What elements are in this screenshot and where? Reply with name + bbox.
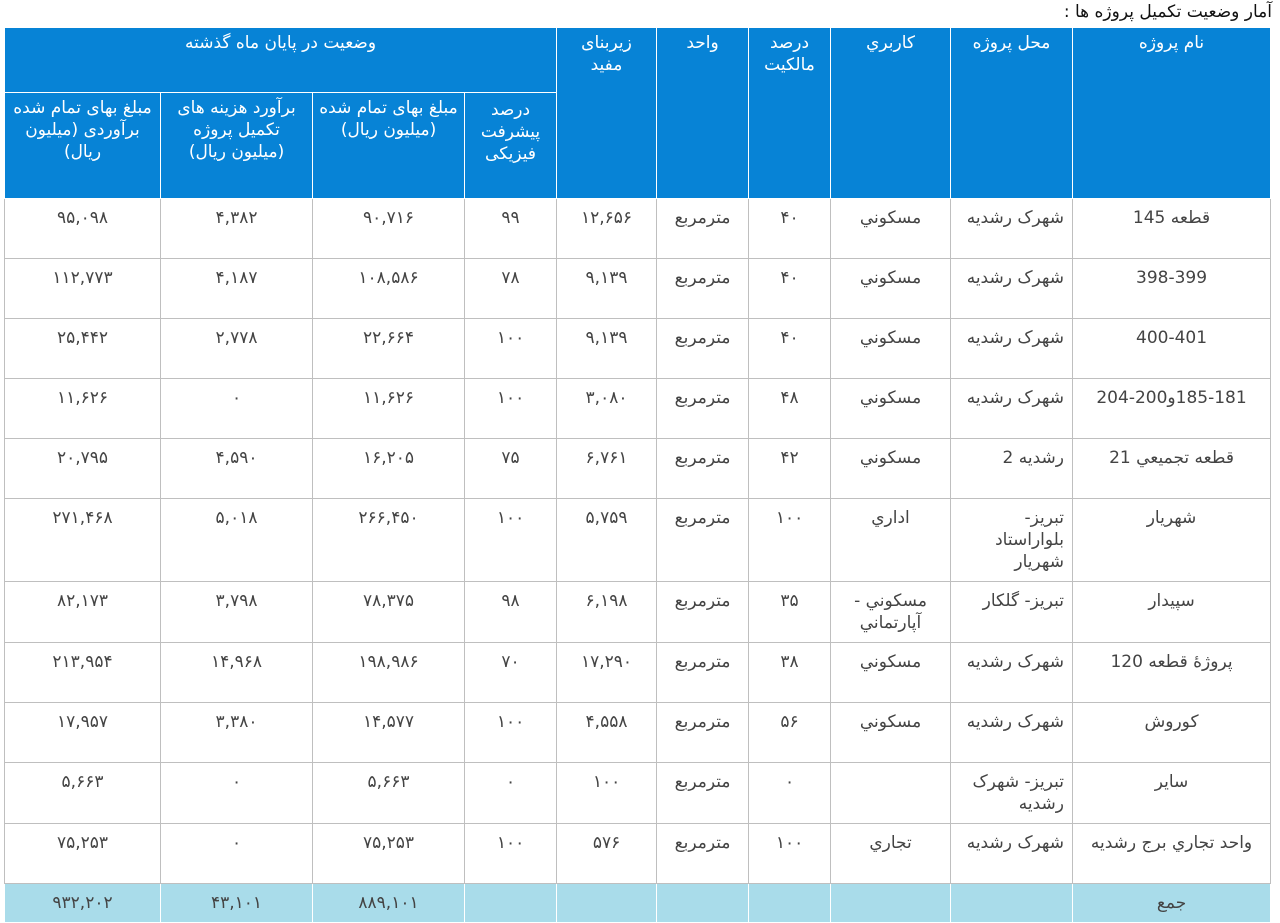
cell-project-name: 400-401: [1073, 319, 1271, 379]
total-empty-area: [557, 884, 657, 923]
table-row: [5, 499, 1271, 582]
cell-usage: [831, 763, 951, 824]
cell-physical-progress: ۰: [465, 763, 557, 824]
cell-useful-area: ۱۷,۲۹۰: [557, 643, 657, 703]
table-row: [5, 199, 1271, 259]
cell-completion-estimate: ۰: [161, 824, 313, 884]
cell-unit: مترمربع: [657, 703, 749, 763]
cell-project-name: قطعه 145: [1073, 199, 1271, 259]
cell-completion-estimate: ۳,۷۹۸: [161, 582, 313, 643]
total-empty-unit: [657, 884, 749, 923]
cell-completed-cost: ۷۵,۲۵۳: [313, 824, 465, 884]
cell-usage: مسكوني: [831, 379, 951, 439]
cell-estimated-cost: ۱۱۲,۷۷۳: [5, 259, 161, 319]
cell-completed-cost: ۹۰,۷۱۶: [313, 199, 465, 259]
cell-useful-area: ۱۲,۶۵۶: [557, 199, 657, 259]
cell-completed-cost: ۵,۶۶۳: [313, 763, 465, 824]
cell-project-location: تبريز- گلكار: [951, 582, 1073, 643]
cell-project-name: ساير: [1073, 763, 1271, 824]
total-empty-usage: [831, 884, 951, 923]
table-row: [5, 824, 1271, 884]
cell-project-location: شهرک رشدیه: [951, 643, 1073, 703]
cell-unit: مترمربع: [657, 499, 749, 582]
cell-project-name: 398-399: [1073, 259, 1271, 319]
header-completion-estimate: برآورد هزینه های تکمیل پروژه (میلیون ریال): [161, 93, 313, 199]
total-completion-estimate: ۴۳,۱۰۱: [161, 884, 313, 923]
header-project-location: محل پروژه: [951, 28, 1073, 199]
total-row: [5, 884, 1271, 923]
header-usage: كاربري: [831, 28, 951, 199]
cell-usage: مسكوني: [831, 439, 951, 499]
cell-usage: مسكوني: [831, 259, 951, 319]
cell-unit: مترمربع: [657, 199, 749, 259]
cell-estimated-cost: ۱۷,۹۵۷: [5, 703, 161, 763]
cell-completed-cost: ۱۱,۶۲۶: [313, 379, 465, 439]
cell-physical-progress: ۱۰۰: [465, 703, 557, 763]
cell-project-location: شهرک رشدیه: [951, 319, 1073, 379]
cell-physical-progress: ۹۸: [465, 582, 557, 643]
header-ownership-percent: درصد مالکیت: [749, 28, 831, 199]
cell-completion-estimate: ۰: [161, 763, 313, 824]
cell-project-location: شهرک رشدیه: [951, 259, 1073, 319]
cell-project-name: كوروش: [1073, 703, 1271, 763]
cell-completion-estimate: ۲,۷۷۸: [161, 319, 313, 379]
cell-ownership-percent: ۱۰۰: [749, 499, 831, 582]
table-body: [5, 199, 1271, 923]
cell-physical-progress: ۷۰: [465, 643, 557, 703]
header-completed-cost: مبلغ بهای تمام شده (میلیون ریال): [313, 93, 465, 199]
table-row: [5, 379, 1271, 439]
header-status-group: وضعیت در پایان ماه گذشته: [5, 28, 557, 93]
cell-estimated-cost: ۲۱۳,۹۵۴: [5, 643, 161, 703]
cell-ownership-percent: ۳۸: [749, 643, 831, 703]
header-project-name: نام پروژه: [1073, 28, 1271, 199]
cell-usage: تجاري: [831, 824, 951, 884]
cell-project-location: شهرک رشدیه: [951, 824, 1073, 884]
cell-unit: مترمربع: [657, 763, 749, 824]
cell-physical-progress: ۹۹: [465, 199, 557, 259]
cell-ownership-percent: ۰: [749, 763, 831, 824]
cell-physical-progress: ۱۰۰: [465, 824, 557, 884]
cell-unit: مترمربع: [657, 379, 749, 439]
cell-project-name: شهريار: [1073, 499, 1271, 582]
cell-completed-cost: ۱۰۸,۵۸۶: [313, 259, 465, 319]
cell-estimated-cost: ۲۷۱,۴۶۸: [5, 499, 161, 582]
cell-estimated-cost: ۲۵,۴۴۲: [5, 319, 161, 379]
cell-estimated-cost: ۲۰,۷۹۵: [5, 439, 161, 499]
cell-completion-estimate: ۰: [161, 379, 313, 439]
cell-ownership-percent: ۵۶: [749, 703, 831, 763]
table-row: [5, 582, 1271, 643]
cell-useful-area: ۵۷۶: [557, 824, 657, 884]
table-caption: آمار وضعیت تکمیل پروژه ها :: [1063, 2, 1272, 22]
total-completed-cost: ۸۸۹,۱۰۱: [313, 884, 465, 923]
cell-unit: مترمربع: [657, 439, 749, 499]
cell-completed-cost: ۱۹۸,۹۸۶: [313, 643, 465, 703]
cell-project-location: تبريز- بلواراستاد شهريار: [951, 499, 1073, 582]
cell-completed-cost: ۲۲,۶۶۴: [313, 319, 465, 379]
cell-ownership-percent: ۴۰: [749, 199, 831, 259]
cell-completed-cost: ۷۸,۳۷۵: [313, 582, 465, 643]
cell-project-location: شهرک رشدیه: [951, 703, 1073, 763]
cell-useful-area: ۱۰۰: [557, 763, 657, 824]
table-row: [5, 703, 1271, 763]
table-row: [5, 643, 1271, 703]
cell-completed-cost: ۱۶,۲۰۵: [313, 439, 465, 499]
cell-project-location: شهرک رشدیه: [951, 379, 1073, 439]
cell-usage: مسكوني: [831, 643, 951, 703]
cell-completion-estimate: ۱۴,۹۶۸: [161, 643, 313, 703]
cell-ownership-percent: ۴۰: [749, 319, 831, 379]
cell-project-location: شهرک رشدیه: [951, 199, 1073, 259]
cell-usage: مسكوني: [831, 703, 951, 763]
cell-useful-area: ۴,۵۵۸: [557, 703, 657, 763]
cell-useful-area: ۳,۰۸۰: [557, 379, 657, 439]
cell-project-location: رشدیه 2: [951, 439, 1073, 499]
cell-completion-estimate: ۴,۳۸۲: [161, 199, 313, 259]
total-estimated-cost: ۹۳۲,۲۰۲: [5, 884, 161, 923]
header-physical-progress: درصد پیشرفت فیزیکی: [465, 93, 557, 199]
cell-useful-area: ۶,۷۶۱: [557, 439, 657, 499]
cell-physical-progress: ۷۸: [465, 259, 557, 319]
cell-estimated-cost: ۹۵,۰۹۸: [5, 199, 161, 259]
cell-project-name: قطعه تجمیعي 21: [1073, 439, 1271, 499]
cell-usage: اداري: [831, 499, 951, 582]
cell-project-name: سپيدار: [1073, 582, 1271, 643]
cell-completion-estimate: ۵,۰۱۸: [161, 499, 313, 582]
cell-physical-progress: ۱۰۰: [465, 319, 557, 379]
cell-physical-progress: ۱۰۰: [465, 379, 557, 439]
total-empty-progress: [465, 884, 557, 923]
cell-unit: مترمربع: [657, 259, 749, 319]
cell-unit: مترمربع: [657, 824, 749, 884]
cell-ownership-percent: ۱۰۰: [749, 824, 831, 884]
cell-completion-estimate: ۴,۵۹۰: [161, 439, 313, 499]
table-row: [5, 259, 1271, 319]
cell-unit: مترمربع: [657, 582, 749, 643]
cell-project-name: 185-181و200-204: [1073, 379, 1271, 439]
cell-completion-estimate: ۳,۳۸۰: [161, 703, 313, 763]
cell-useful-area: ۶,۱۹۸: [557, 582, 657, 643]
total-empty-ownership: [749, 884, 831, 923]
cell-ownership-percent: ۴۲: [749, 439, 831, 499]
cell-useful-area: ۵,۷۵۹: [557, 499, 657, 582]
cell-project-name: پروژۀ قطعه 120: [1073, 643, 1271, 703]
table-row: [5, 319, 1271, 379]
cell-usage: مسكوني - آپارتماني: [831, 582, 951, 643]
total-label: جمع: [1073, 884, 1271, 923]
cell-completion-estimate: ۴,۱۸۷: [161, 259, 313, 319]
table-row: [5, 763, 1271, 824]
cell-physical-progress: ۷۵: [465, 439, 557, 499]
cell-useful-area: ۹,۱۳۹: [557, 319, 657, 379]
cell-completed-cost: ۱۴,۵۷۷: [313, 703, 465, 763]
project-status-table: [4, 27, 1271, 923]
cell-estimated-cost: ۱۱,۶۲۶: [5, 379, 161, 439]
table-row: [5, 439, 1271, 499]
total-empty-location: [951, 884, 1073, 923]
cell-estimated-cost: ۵,۶۶۳: [5, 763, 161, 824]
cell-physical-progress: ۱۰۰: [465, 499, 557, 582]
cell-estimated-cost: ۷۵,۲۵۳: [5, 824, 161, 884]
header-unit: واحد: [657, 28, 749, 199]
cell-usage: مسكوني: [831, 319, 951, 379]
cell-project-location: تبريز- شهرک رشدیه: [951, 763, 1073, 824]
header-useful-area: زیربنای مفید: [557, 28, 657, 199]
cell-completed-cost: ۲۶۶,۴۵۰: [313, 499, 465, 582]
cell-unit: مترمربع: [657, 319, 749, 379]
cell-project-name: واحد تجاري برج رشدیه: [1073, 824, 1271, 884]
cell-unit: مترمربع: [657, 643, 749, 703]
cell-useful-area: ۹,۱۳۹: [557, 259, 657, 319]
cell-estimated-cost: ۸۲,۱۷۳: [5, 582, 161, 643]
cell-usage: مسكوني: [831, 199, 951, 259]
cell-ownership-percent: ۳۵: [749, 582, 831, 643]
cell-ownership-percent: ۴۸: [749, 379, 831, 439]
cell-ownership-percent: ۴۰: [749, 259, 831, 319]
header-estimated-cost: مبلغ بهای تمام شده برآوردی (میلیون ریال): [5, 93, 161, 199]
